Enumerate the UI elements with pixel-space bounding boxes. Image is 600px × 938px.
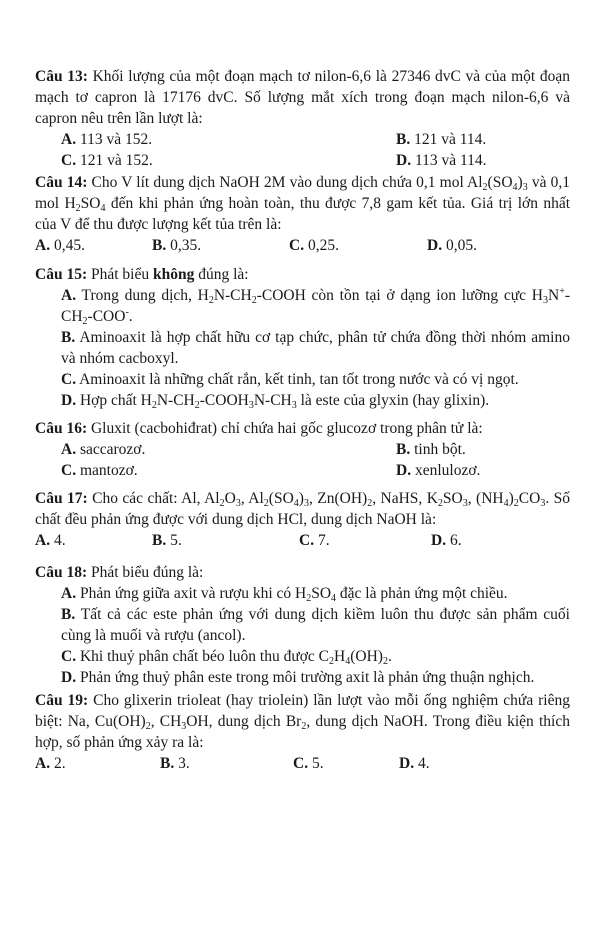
option-text: 0,35. — [166, 237, 202, 254]
text: đến khi phản ứng hoàn toàn, thu được 7,8 gam kết tủa. Giá trị lớn nhất của V để thu được lượng kết tủa trên là: — [35, 195, 571, 233]
option-label: C. — [299, 532, 315, 549]
subscript: 2 — [219, 498, 225, 509]
option-text: 0,05. — [442, 237, 477, 254]
superscript: - — [125, 307, 129, 318]
option-text: 0,25. — [304, 237, 339, 254]
statement-d[interactable] — [35, 390, 570, 411]
option-label: C. — [61, 648, 77, 665]
option-label: A. — [35, 755, 51, 772]
subscript: 3 — [540, 498, 546, 509]
option-label: B. — [396, 131, 411, 148]
option-label: D. — [61, 669, 77, 686]
option-text: 0,45. — [50, 237, 85, 254]
subscript: 2 — [482, 182, 488, 193]
question-14 — [35, 172, 570, 256]
question-18 — [35, 562, 570, 688]
question-text: Khối lượng của một đoạn mạch tơ nilon-6,6 là 27346 dvC và của một đoạn mạch tơ capron là 17176 dvC. Số lượng mắt xích trong đoạn mạch nilon-6,6 và capron nêu trên lần lượt là: — [35, 68, 570, 127]
statement-c[interactable] — [35, 369, 570, 390]
option-text: 5. — [166, 532, 182, 549]
options-row — [35, 235, 570, 256]
text: SO — [442, 490, 463, 507]
text: N-CH — [156, 392, 195, 409]
text: , dung dịch NaOH. Trong điều kiện thích hợp, số phản ứng xảy ra là: — [35, 713, 570, 751]
subscript: 2 — [513, 498, 519, 509]
question-13-stem — [35, 66, 570, 129]
text: Phản ứng thuỷ phân este trong môi trường axit là phản ứng thuận nghịch. — [76, 669, 535, 686]
text: . — [128, 308, 133, 325]
text: ) — [517, 174, 523, 191]
option-d[interactable] — [431, 530, 462, 551]
text: O — [224, 490, 236, 507]
question-16-stem — [35, 418, 570, 439]
subscript: 4 — [512, 182, 518, 193]
subscript: 4 — [293, 498, 299, 509]
question-15 — [35, 264, 570, 411]
text: ) — [298, 490, 304, 507]
text: N-CH — [253, 392, 292, 409]
option-c[interactable] — [293, 753, 324, 774]
option-label: A. — [61, 287, 77, 304]
statement-d[interactable] — [35, 667, 570, 688]
question-number: Câu 17: — [35, 490, 88, 507]
subscript: 2 — [382, 656, 388, 667]
option-d[interactable] — [427, 235, 477, 256]
question-13 — [35, 66, 570, 171]
option-text: 113 và 114. — [411, 152, 487, 169]
question-17-stem — [35, 488, 570, 530]
options-row — [35, 753, 570, 774]
text: SO — [80, 195, 101, 212]
option-text: tinh bột. — [410, 441, 466, 458]
text: Aminoaxit là hợp chất hữu cơ tạp chức, phân tử chứa đồng thời nhóm amino và nhóm cacboxyl. — [61, 329, 570, 367]
question-text: Phát biểu đúng là: — [87, 564, 204, 581]
subscript: 3 — [542, 295, 548, 306]
text: Cho V lít dung dịch NaOH 2M vào dung dịch chứa 0,1 mol Al — [87, 174, 483, 191]
text: , NaHS, K — [372, 490, 438, 507]
subscript: 2 — [208, 295, 214, 306]
option-b[interactable] — [396, 439, 466, 460]
question-number: Câu 18: — [35, 564, 88, 581]
option-label: A. — [61, 131, 77, 148]
option-label: A. — [61, 585, 77, 602]
text: Cho glixerin trioleat (hay triolein) lần lượt vào mỗi ống nghiệm chứa riêng biệt: Na, Cu(OH) — [35, 692, 570, 730]
statement-b[interactable] — [35, 327, 570, 369]
text: đặc là phản ứng một chiều. — [336, 585, 508, 602]
text: Cho các chất: Al, Al — [87, 490, 220, 507]
option-a[interactable] — [61, 439, 145, 460]
text: là este của glyxin (hay glixin). — [296, 392, 490, 409]
option-c[interactable] — [61, 150, 153, 171]
option-text: 121 và 152. — [76, 152, 153, 169]
text: . — [387, 648, 392, 665]
option-text: 6. — [446, 532, 462, 549]
option-label: D. — [61, 392, 77, 409]
subscript: 3 — [248, 400, 254, 411]
option-label: A. — [35, 532, 51, 549]
option-label: A. — [35, 237, 51, 254]
option-label: B. — [61, 606, 76, 623]
options-row-2 — [35, 150, 570, 171]
options-row-1 — [35, 439, 570, 460]
subscript: 2 — [194, 400, 200, 411]
subscript: 2 — [306, 593, 312, 604]
text: , (NH — [467, 490, 504, 507]
text: SO — [311, 585, 332, 602]
question-14-stem — [35, 172, 570, 235]
question-18-stem — [35, 562, 570, 583]
question-number: Câu 15: — [35, 266, 88, 283]
text: (SO — [487, 174, 513, 191]
text: Khi thuỷ phân chất béo luôn thu được C — [76, 648, 330, 665]
option-text: 3. — [174, 755, 190, 772]
text: -CH — [61, 287, 570, 325]
option-text: 5. — [308, 755, 324, 772]
statement-a[interactable] — [35, 583, 570, 604]
text: ) — [508, 490, 514, 507]
option-label: C. — [61, 462, 77, 479]
subscript: 4 — [345, 656, 351, 667]
text: H — [334, 648, 346, 665]
subscript: 2 — [301, 721, 307, 732]
option-b[interactable] — [396, 129, 486, 150]
option-label: D. — [396, 462, 412, 479]
option-label: B. — [160, 755, 175, 772]
options-row-2 — [35, 460, 570, 481]
option-label: D. — [399, 755, 415, 772]
option-text: 7. — [314, 532, 330, 549]
option-c[interactable] — [61, 460, 138, 481]
statement-c[interactable] — [35, 646, 570, 667]
subscript: 2 — [263, 498, 269, 509]
option-label: A. — [61, 441, 77, 458]
option-text: 4. — [414, 755, 430, 772]
option-text: xenlulozơ. — [411, 462, 481, 479]
option-text: 121 và 114. — [410, 131, 487, 148]
subscript: 4 — [503, 498, 509, 509]
option-a[interactable] — [61, 129, 152, 150]
option-b[interactable] — [152, 235, 201, 256]
question-16 — [35, 418, 570, 481]
statement-b[interactable] — [35, 604, 570, 646]
text: CO — [518, 490, 541, 507]
subscript: 2 — [145, 721, 151, 732]
question-number: Câu 19: — [35, 692, 89, 709]
option-text: saccarozơ. — [76, 441, 146, 458]
emphasis: không — [152, 266, 195, 283]
subscript: 4 — [331, 593, 337, 604]
subscript: 4 — [100, 203, 106, 214]
text: OH, dung dịch Br — [186, 713, 302, 730]
subscript: 2 — [151, 400, 157, 411]
question-17 — [35, 488, 570, 551]
option-d[interactable] — [399, 753, 430, 774]
option-text: 4. — [50, 532, 66, 549]
text: Phát biểu — [87, 266, 153, 283]
text: -COOH — [199, 392, 249, 409]
text: Trong dung dịch, H — [76, 287, 209, 304]
subscript: 2 — [75, 203, 81, 214]
option-c[interactable] — [299, 530, 330, 551]
text: , Al — [240, 490, 264, 507]
option-label: C. — [61, 371, 77, 388]
option-c[interactable] — [289, 235, 339, 256]
option-text: 113 và 152. — [76, 131, 153, 148]
option-d[interactable] — [396, 460, 480, 481]
option-label: D. — [427, 237, 443, 254]
option-a[interactable] — [35, 753, 66, 774]
text: . Số chất đều phản ứng được với dung dịch HCl, dung dịch NaOH là: — [35, 490, 570, 528]
subscript: 2 — [437, 498, 443, 509]
option-a[interactable] — [35, 530, 66, 551]
question-text: Gluxit (cacbohiđrat) chỉ chứa hai gốc glucozơ trong phân tử là: — [87, 420, 483, 437]
subscript: 3 — [522, 182, 528, 193]
text: (SO — [268, 490, 294, 507]
text: N-CH — [213, 287, 252, 304]
text: N — [547, 287, 560, 304]
subscript: 2 — [82, 316, 88, 327]
option-label: C. — [289, 237, 305, 254]
text: và 0,1 mol H — [35, 174, 570, 212]
statement-a[interactable] — [35, 285, 570, 327]
subscript: 3 — [235, 498, 241, 509]
text: , CH — [150, 713, 182, 730]
superscript: + — [559, 286, 565, 297]
text: Phản ứng giữa axit và rượu khi có H — [76, 585, 307, 602]
text: , Zn(OH) — [308, 490, 368, 507]
option-label: C. — [61, 152, 77, 169]
question-number: Câu 16: — [35, 420, 88, 437]
subscript: 3 — [303, 498, 309, 509]
option-a[interactable] — [35, 235, 85, 256]
option-label: D. — [396, 152, 412, 169]
subscript: 2 — [251, 295, 257, 306]
option-label: B. — [61, 329, 76, 346]
subscript: 3 — [181, 721, 187, 732]
text: (OH) — [350, 648, 383, 665]
option-label: C. — [293, 755, 309, 772]
option-text: 2. — [50, 755, 66, 772]
option-b[interactable] — [160, 753, 190, 774]
question-number: Câu 13: — [35, 68, 88, 85]
subscript: 3 — [291, 400, 297, 411]
option-label: B. — [152, 237, 167, 254]
option-label: B. — [152, 532, 167, 549]
subscript: 2 — [329, 656, 335, 667]
question-19-stem — [35, 690, 570, 753]
text: đúng là: — [194, 266, 249, 283]
options-row — [35, 530, 570, 551]
option-d[interactable] — [396, 150, 487, 171]
subscript: 3 — [462, 498, 468, 509]
question-15-stem — [35, 264, 570, 285]
option-b[interactable] — [152, 530, 182, 551]
text: -COO — [87, 308, 126, 325]
question-number: Câu 14: — [35, 174, 88, 191]
option-label: D. — [431, 532, 447, 549]
subscript: 2 — [367, 498, 373, 509]
question-19 — [35, 690, 570, 774]
text: Aminoaxit là những chất rắn, kết tinh, tan tốt trong nước và có vị ngọt. — [76, 371, 519, 388]
options-row-1 — [35, 129, 570, 150]
text: Tất cả các este phản ứng với dung dịch kiềm luôn thu được sản phẩm cuối cùng là muối và rượu (ancol). — [61, 606, 570, 644]
text: Hợp chất H — [76, 392, 152, 409]
text: -COOH còn tồn tại ở dạng ion lưỡng cực H — [256, 287, 543, 304]
option-label: B. — [396, 441, 411, 458]
option-text: mantozơ. — [76, 462, 138, 479]
